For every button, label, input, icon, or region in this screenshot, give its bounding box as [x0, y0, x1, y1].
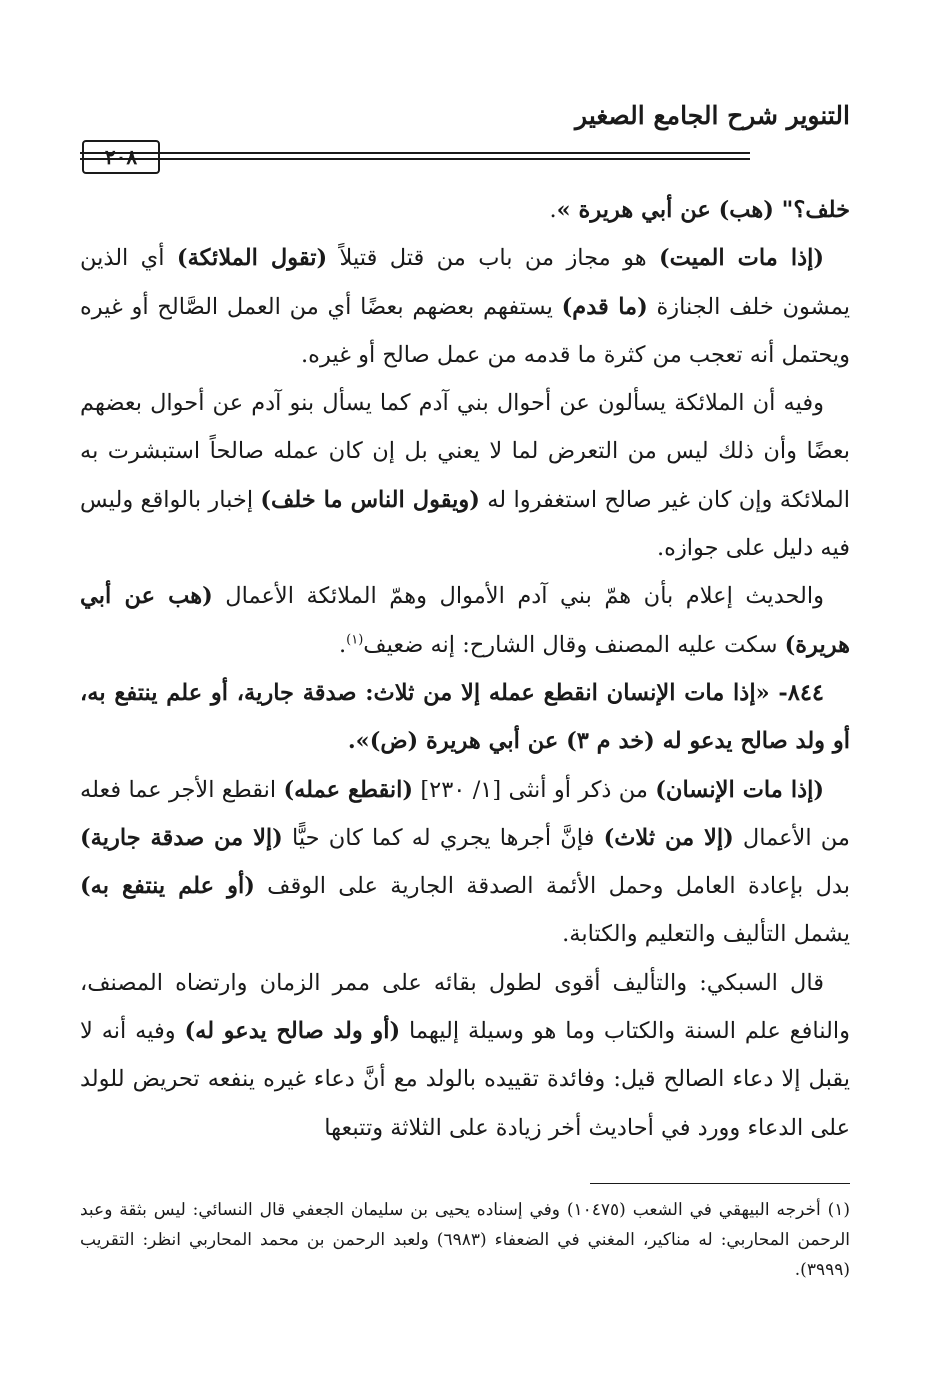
text-span: يشمل التأليف والتعليم والكتابة. [562, 921, 850, 948]
matn-span: (أو علم ينتفع به) [80, 873, 255, 900]
main-text [80, 186, 850, 1152]
text-span: هو مجاز من باب من قتل قتيلاً [327, 245, 659, 272]
paragraph-1 [80, 186, 850, 234]
matn-span: (إذا مات الميت) [658, 245, 824, 272]
paragraph-3 [80, 379, 850, 572]
matn-span: (إلا من صدقة جارية) [80, 824, 283, 851]
text-span: سكت عليه المصنف وقال الشارح: إنه ضعيف [363, 631, 785, 658]
matn-span: (إذا مات الإنسان) [655, 776, 824, 803]
text-span: وفيه أنه لا يقبل إلا دعاء الصالح قيل: وفائدة تقييده بالولد مع أنَّ دعاء غيره ينفعه تحريض للولد على الدعاء وورد في أحاديث أخر زيادة على الثلاثة وتتبعها [80, 1018, 850, 1141]
text-span: وفيه أن الملائكة يسألون عن أحوال بني آدم كما يسأل بنو آدم عن أحوال بعضهم بعضًا وأن ذلك ليس من التعرض لما لا يعني بل إن كان عمله صالحاً استبشرت به الملائكة وإن كان غير صالح استغفروا له [80, 390, 851, 513]
matn-span: (تقول الملائكة) [176, 245, 328, 272]
header-rule [80, 140, 850, 176]
header-double-rule [80, 152, 750, 160]
paragraph-7 [80, 959, 850, 1152]
text-span: فإنَّ أجرها يجري له كما كان حيًّا [282, 824, 604, 851]
text-span: بدل بإعادة العامل وحمل الأئمة الصدقة الجارية على الوقف [254, 873, 850, 900]
matn-span: (ما قدم) [561, 293, 648, 320]
text-span: انقطع الأجر عما فعله من الأعمال [80, 776, 850, 851]
footnote-marker: (١) [346, 632, 364, 648]
footnote-separator [590, 1183, 850, 1184]
matn-span: (انقطع عمله) [283, 776, 414, 803]
hadith-844 [80, 669, 850, 766]
footnote-1: (١) أخرجه البيهقي في الشعب (١٠٤٧٥) وفي إسناده يحيى بن سليمان الجعفي قال النسائي: ليس بثقة وعبد الرحمن المحاربي: له مناكير، المغني في الضعفاء (٦٩٨٣) ولعبد الرحمن بن محمد المحاربي انظر: التقريب (٣٩٩٩). [80, 1200, 851, 1280]
text-span: قال السبكي: والتأليف أقوى لطول بقائه على ممر الزمان وارتضاه المصنف، والنافع علم السنة والكتاب وما هو وسيلة إليهما [80, 969, 850, 1045]
footnotes [80, 1195, 850, 1285]
text-span: خلف؟" (هب) عن أبي هريرة » [556, 197, 850, 223]
paragraph-4 [80, 572, 850, 669]
paragraph-2 [80, 234, 850, 379]
matn-span: (إلا من ثلاث) [603, 824, 734, 851]
text-span: والحديث إعلام بأن همّ بني آدم الأموال وهمّ الملائكة الأعمال [212, 583, 824, 610]
text-span: أي الذين يمشون خلف الجنازة [80, 245, 850, 320]
text-span: يستفهم بعضهم بعضًا أي من العمل الصَّالح أو غيره ويحتمل أنه تعجب من كثرة ما قدمه من عمل صالح أو غيره. [80, 293, 850, 368]
matn-span: (هب عن أبي هريرة) [80, 583, 850, 658]
text-span: . [549, 197, 557, 223]
text-span: . [338, 631, 347, 658]
paragraph-6 [80, 766, 850, 959]
text-span: إخبار بالواقع وليس فيه دليل على جوازه. [80, 486, 850, 562]
page-header [80, 96, 850, 176]
matn-span: (ويقول الناس ما خلف) [260, 486, 480, 513]
running-title: التنوير شرح الجامع الصغير [575, 101, 850, 130]
hadith-text: ٨٤٤- «إذا مات الإنسان انقطع عمله إلا من ثلاث: صدقة جارية، أو علم ينتفع به، أو ولد صالح يدعو له (خد م ٣) عن أبي هريرة (ض)». [80, 679, 850, 755]
book-page [80, 0, 850, 1380]
header-rule-end [160, 152, 168, 160]
matn-span: (أو ولد صالح يدعو له) [184, 1018, 401, 1045]
text-span: من ذكر أو أنثى [١/ ٢٣٠] [413, 776, 656, 803]
page-number: ٢٠٨ [82, 140, 160, 174]
